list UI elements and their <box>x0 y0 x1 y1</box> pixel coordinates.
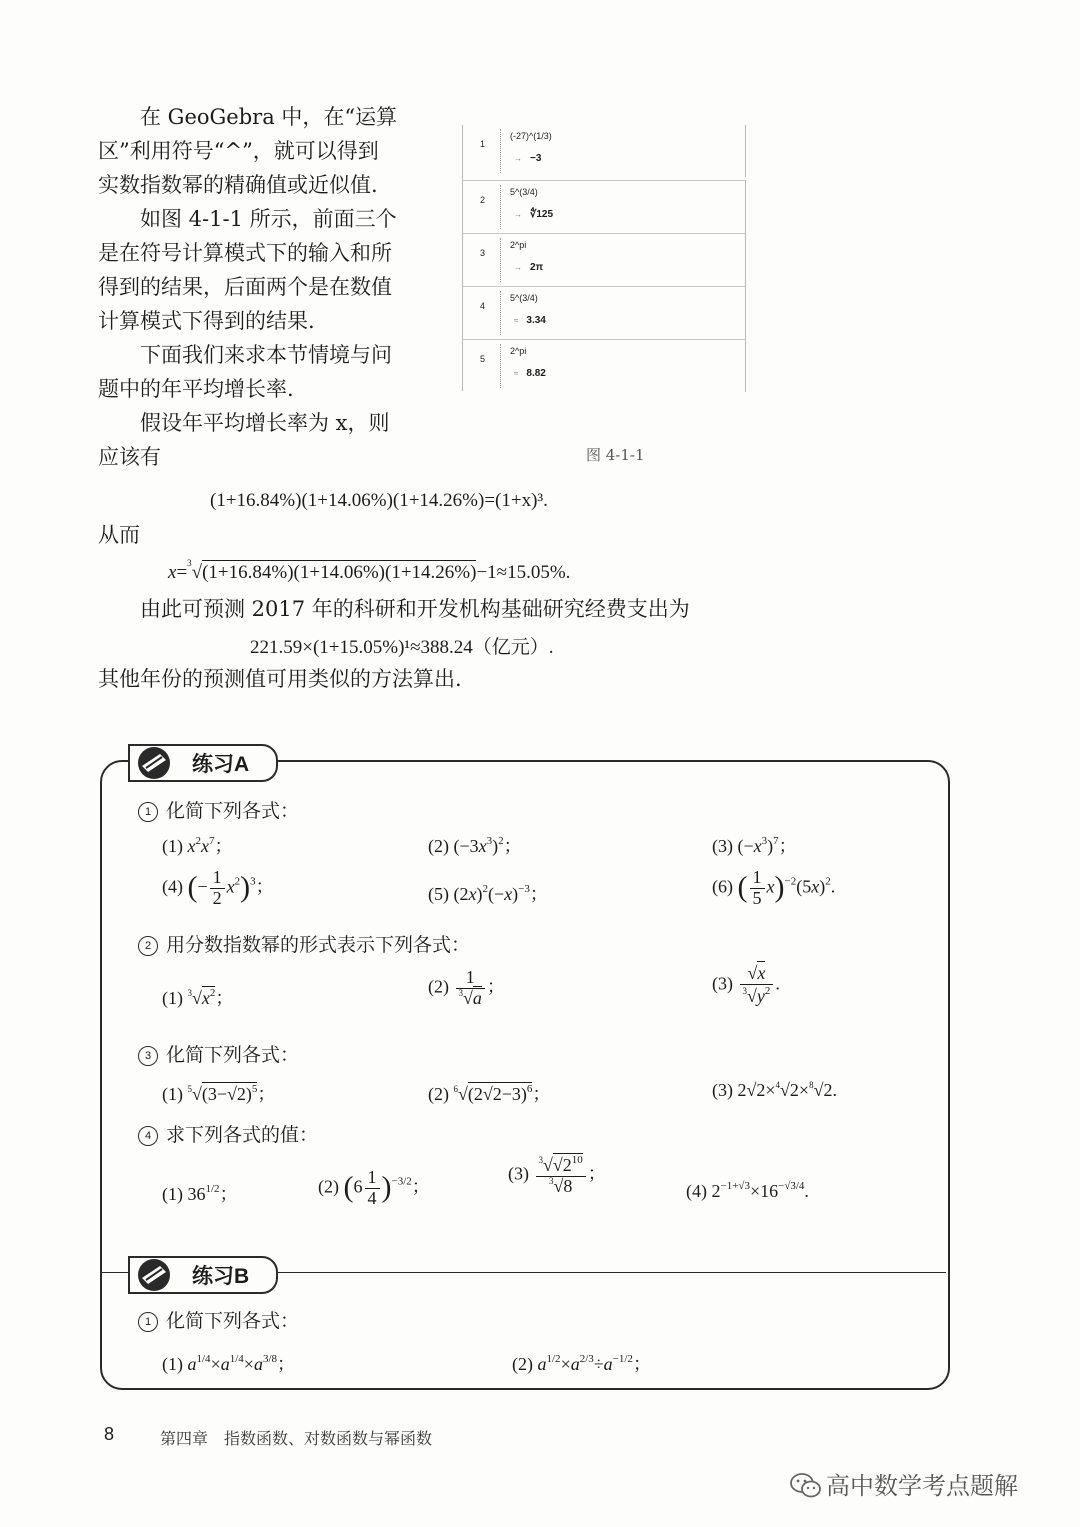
q1-item-6: (6) ( $\frac{1}{5}$ $x)^{-2}(5x)^2$. <box>712 867 836 908</box>
intro-line: 区”利用符号“^”，就可以得到 <box>98 139 379 163</box>
ggb-row <box>462 286 746 339</box>
question-number-1: 1 <box>138 802 158 822</box>
question-number-3: 3 <box>138 1046 158 1066</box>
question-number-4: 4 <box>138 1126 158 1146</box>
intro-line: 下面我们来求本节情境与问 <box>140 343 392 367</box>
question-number-2: 2 <box>138 936 158 956</box>
q1-item-5: (5) $(2x)^2(-x)^{-3}$； <box>428 883 548 904</box>
q4-item-2: (2) (6 $\frac{1}{4}$ )$^{-3/2}$； <box>318 1167 430 1208</box>
q2-item-2: (2) $\frac{1}{^3√a}$ ； <box>428 967 505 1008</box>
pencil-book-icon <box>134 1256 174 1294</box>
chapter-title: 第四章 指数函数、对数函数与幂函数 <box>160 1429 433 1448</box>
ggb-row-index: 1 <box>480 139 486 149</box>
ggb-row-index: 4 <box>480 301 486 311</box>
exercise-a-title: 练习A <box>192 753 250 776</box>
wechat-icon <box>790 1472 822 1500</box>
q3-item-2: (2) $^6√(2√2-3)^6$； <box>428 1083 551 1104</box>
q3-item-1: (1) $^5√(3-√2)^5$； <box>162 1083 276 1104</box>
exercise-a-q2: 2 用分数指数幂的形式表示下列各式： <box>138 930 470 957</box>
from-label: 从而 <box>98 523 140 547</box>
ggb-output: → 2π <box>514 262 544 273</box>
intro-line: 是在符号计算模式下的输入和所 <box>98 241 392 265</box>
exercise-a-q1: 1 化简下列各式： <box>138 796 299 823</box>
ggb-output: → ∜125 <box>514 209 554 220</box>
closing-sentence: 其他年份的预测值可用类似的方法算出. <box>98 667 462 691</box>
geogebra-panel <box>462 125 746 391</box>
intro-line: 假设年平均增长率为 x，则 <box>140 411 390 435</box>
ggb-row-index: 5 <box>480 354 486 364</box>
intro-paragraph <box>98 100 397 474</box>
intro-line: 如图 4-1-1 所示，前面三个 <box>140 207 397 231</box>
intro-line: 得到的结果，后面两个是在数值 <box>98 275 392 299</box>
b-q1-item-2: (2) $a^{1/2}\times a^{2/3}\div a^{-1/2}$； <box>512 1353 651 1374</box>
exercise-b-q1: 1 化简下列各式： <box>138 1306 299 1333</box>
ggb-input: 5^(3/4) <box>510 293 538 303</box>
ggb-output: → −3 <box>514 153 542 164</box>
ggb-output: ≈ 8.82 <box>514 368 546 379</box>
arrow-icon: ≈ <box>514 316 519 325</box>
intro-line: 应该有 <box>98 445 161 469</box>
ggb-input: 5^(3/4) <box>510 187 538 197</box>
ggb-row-index: 2 <box>480 195 486 205</box>
arrow-icon: → <box>514 263 522 272</box>
watermark: 高中数学考点题解 <box>790 1466 1018 1501</box>
page-number: 8 <box>104 1424 115 1444</box>
q3-item-3: (3) 2√2×$^4$√2×$^8$√2. <box>712 1080 837 1100</box>
arrow-icon: ≈ <box>514 369 519 378</box>
prediction-sentence: 由此可预测 2017 年的科研和开发机构基础研究经费支出为 <box>140 597 690 621</box>
arrow-icon: → <box>514 154 522 163</box>
equation-3: 221.59×(1+15.05%)¹≈388.24（亿元）. <box>250 637 554 658</box>
ggb-output: ≈ 3.34 <box>514 315 546 326</box>
ggb-row <box>462 339 746 392</box>
ggb-input: (-27)^(1/3) <box>510 131 552 141</box>
exercise-b-ribbon <box>128 1256 278 1294</box>
ggb-row-index: 3 <box>480 248 486 258</box>
b-q1-item-1: (1) $a^{1/4}\times a^{1/4}\times a^{3/8}$； <box>162 1353 295 1374</box>
ggb-row <box>462 125 746 177</box>
intro-line: 题中的年平均增长率. <box>98 377 294 401</box>
ggb-input: 2^pi <box>510 346 527 356</box>
exercise-a-q3: 3 化简下列各式： <box>138 1040 299 1067</box>
pencil-book-icon <box>134 744 174 782</box>
exercise-a-q4: 4 求下列各式的值： <box>138 1120 318 1147</box>
figure-caption: 图 4-1-1 <box>586 446 645 464</box>
ggb-input: 2^pi <box>510 240 527 250</box>
q2-item-1: (1) $^3√x^2$； <box>162 987 234 1008</box>
q1-item-3: (3) $(-x^3)^7$； <box>712 835 797 856</box>
arrow-icon: → <box>514 210 522 219</box>
q1-item-1: (1) $x^2x^7$； <box>162 835 233 856</box>
q4-item-4: (4) $2^{-1+√3}\times 16^{-√3/4}$. <box>686 1180 809 1201</box>
question-number-1: 1 <box>138 1312 158 1332</box>
q2-item-3: (3) $\frac{√x}{^3√y^2}$ . <box>712 963 780 1006</box>
equation-1: (1+16.84%)(1+14.06%)(1+14.26%)=(1+x)³. <box>210 490 548 511</box>
q4-item-3: (3) $\frac{^3√√2^{10}}{^3√8}$ ； <box>508 1154 606 1196</box>
equation-2: x=$^3$√(1+16.84%)(1+14.06%)(1+14.26%)−1≈15.05%. <box>168 558 571 583</box>
intro-line: 计算模式下得到的结果. <box>98 309 315 333</box>
exercise-b-title: 练习B <box>192 1265 250 1288</box>
q1-item-4: (4) (− $\frac{1}{2}$ $x^2)^3$； <box>162 867 274 908</box>
exercise-a-ribbon <box>128 744 278 782</box>
q1-item-2: (2) $(-3x^3)^2$； <box>428 835 522 856</box>
intro-line: 实数指数幂的精确值或近似值. <box>98 173 378 197</box>
ggb-row <box>462 180 746 233</box>
q4-item-1: (1) $36^{1/2}$； <box>162 1183 238 1204</box>
ggb-row <box>462 233 746 286</box>
intro-line: 在 GeoGebra 中，在“运算 <box>140 105 398 129</box>
